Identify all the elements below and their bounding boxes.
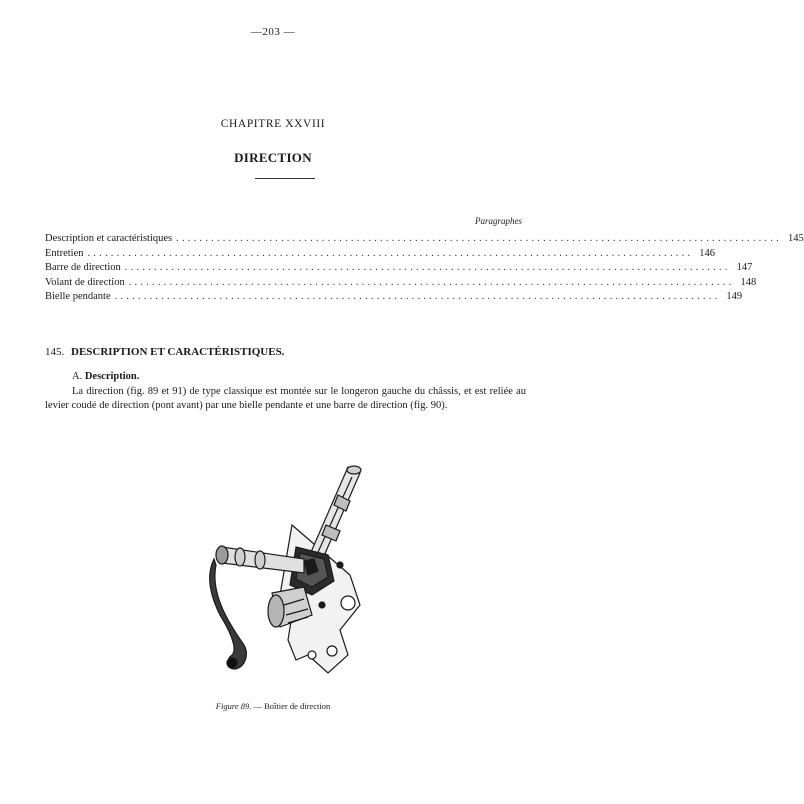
caption-dash: — [253, 701, 262, 711]
chapter-title: DIRECTION [234, 150, 312, 165]
toc-entry [45, 276, 757, 292]
page-number: —203 — [250, 26, 296, 38]
subsection-title: Description. [84, 371, 140, 382]
figure-caption [0, 701, 546, 711]
steering-box-illustration [200, 455, 370, 685]
figure-label: Figure 89. [215, 701, 252, 711]
toc-header: Paragraphes [475, 216, 522, 226]
toc-entry-label: Description et caractéristiques [45, 233, 173, 244]
table-of-contents [45, 233, 804, 306]
toc-entry [45, 247, 716, 263]
toc-entry-label: Bielle pendante [45, 291, 111, 303]
toc-leader-dots: ........................................................................................................ [124, 262, 731, 274]
toc-entry-number: 146 [699, 247, 716, 259]
toc-entry-number: 148 [740, 276, 757, 288]
body-paragraph: La direction (fig. 89 et 91) de type classique est montée sur le longeron gauche du châssis, et est reliée au levier coudé de direction (pont avant) par une bielle pendante et une barre de direction (fig. 90). [45, 386, 526, 411]
subsection-letter: A. [72, 371, 83, 382]
toc-entry-number: 149 [726, 291, 743, 303]
toc-entry-label: Volant de direction [45, 276, 125, 288]
toc-entry [45, 291, 743, 306]
toc-leader-dots: ........................................................................................................ [114, 291, 721, 303]
toc-entry [45, 262, 753, 277]
toc-leader-dots: ........................................................................................................ [87, 247, 694, 259]
toc-entry-number: 145 [787, 233, 804, 244]
toc-entry-label: Barre de direction [45, 262, 121, 274]
toc-entry-label: Entretien [45, 247, 84, 259]
title-divider [255, 178, 315, 179]
toc-entry [45, 233, 804, 248]
section-heading [45, 346, 284, 358]
figure-caption-text: Boîtier de direction [264, 701, 331, 711]
chapter-heading: CHAPITRE XXVIII [220, 118, 326, 130]
section-number: 145. [45, 346, 65, 358]
subsection-heading [72, 371, 139, 382]
toc-entry-number: 147 [736, 262, 753, 274]
toc-leader-dots: ........................................................................................................ [128, 276, 735, 288]
toc-leader-dots: ........................................................................................................ [176, 233, 782, 244]
section-title: DESCRIPTION ET CARACTÉRISTIQUES. [71, 346, 285, 358]
